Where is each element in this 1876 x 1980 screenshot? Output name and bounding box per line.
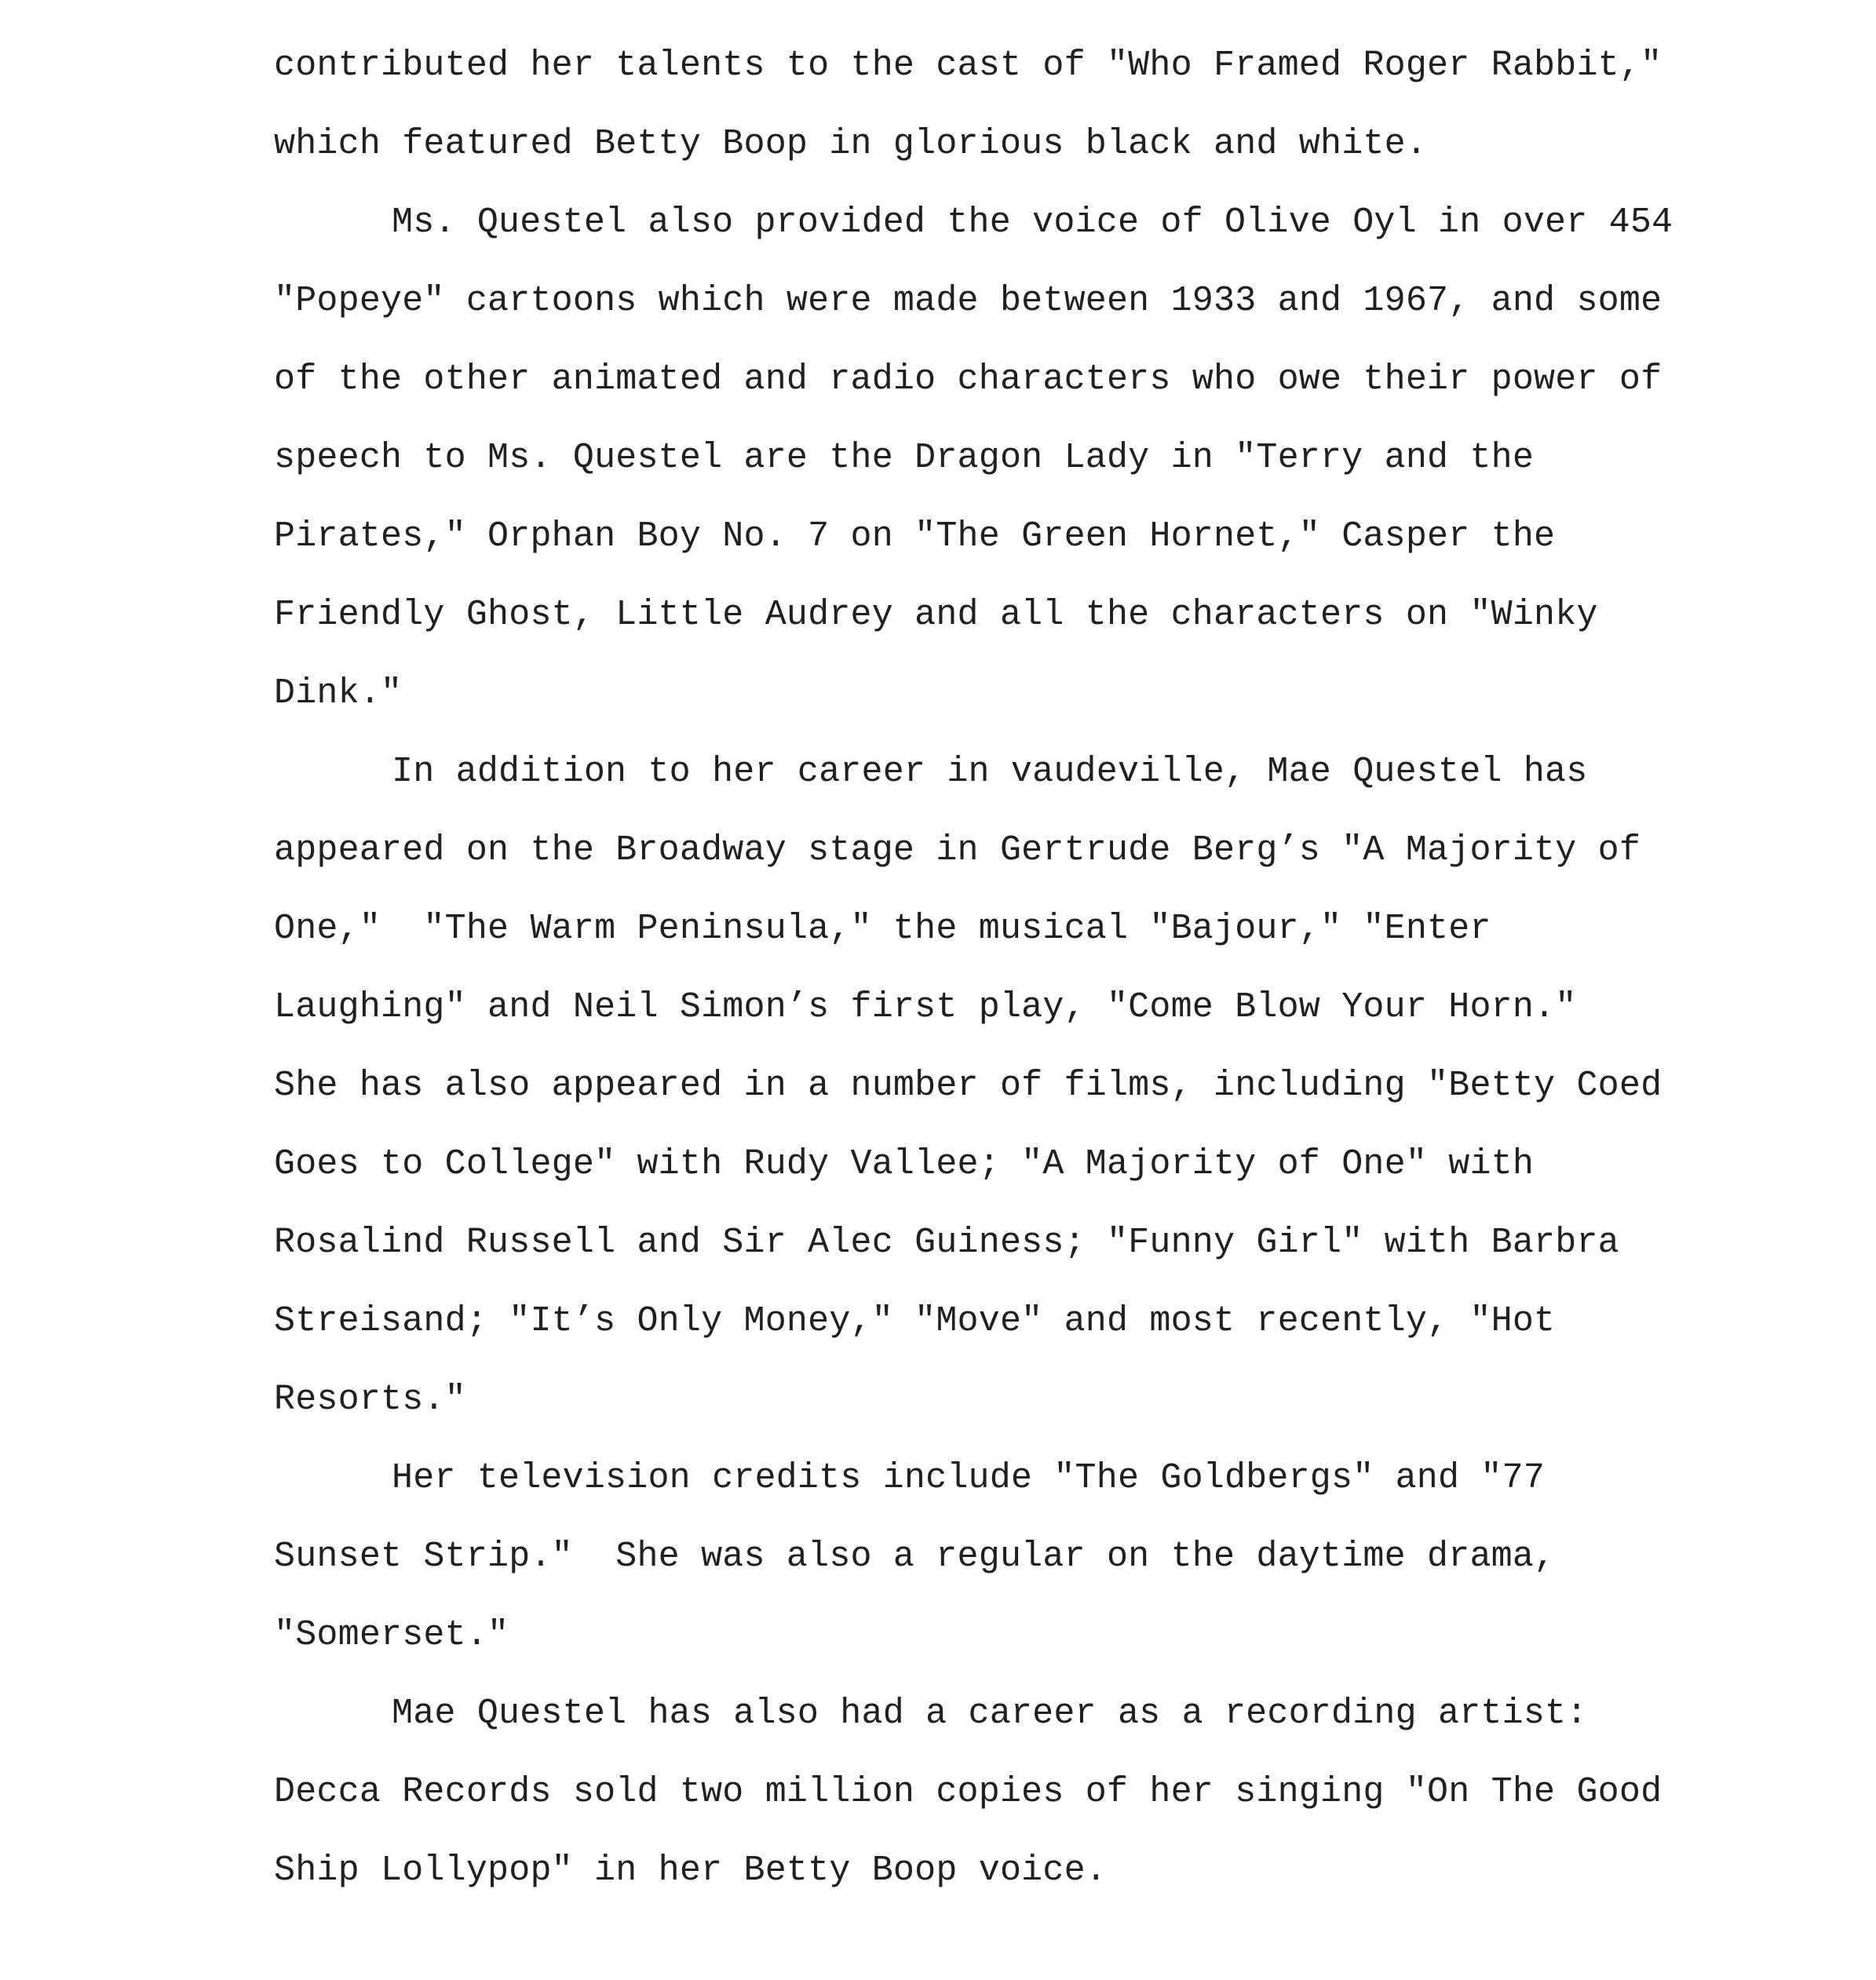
text-line: Pirates," Orphan Boy No. 7 on "The Green Hornet," Casper the	[274, 516, 1556, 556]
text-line: In addition to her career in vaudeville, Mae Questel has	[392, 752, 1588, 792]
text-line: Friendly Ghost, Little Audrey and all the characters on "Winky	[274, 595, 1598, 635]
text-line: Streisand; "It’s Only Money," "Move" and most recently, "Hot	[274, 1301, 1556, 1341]
text-line: Ship Lollypop" in her Betty Boop voice.	[274, 1851, 1107, 1891]
text-line: contributed her talents to the cast of "Who Framed Roger Rabbit,"	[274, 46, 1662, 86]
text-line: Goes to College" with Rudy Vallee; "A Majority of One" with	[274, 1144, 1535, 1184]
text-line: Her television credits include "The Goldbergs" and "77	[392, 1458, 1546, 1498]
text-line: speech to Ms. Questel are the Dragon Lady in "Terry and the	[274, 438, 1535, 478]
text-line: One," "The Warm Peninsula," the musical "Bajour," "Enter	[274, 909, 1491, 949]
text-line: Laughing" and Neil Simon’s first play, "Come Blow Your Horn."	[274, 987, 1577, 1027]
text-line: Decca Records sold two million copies of her singing "On The Good	[274, 1772, 1662, 1812]
text-line: Sunset Strip." She was also a regular on the daytime drama,	[274, 1537, 1556, 1577]
text-line: Dink."	[274, 673, 403, 713]
text-line: Mae Questel has also had a career as a recording artist:	[392, 1694, 1588, 1734]
text-line: Ms. Questel also provided the voice of Olive Oyl in over 454	[392, 202, 1673, 242]
text-line: appeared on the Broadway stage in Gertrude Berg’s "A Majority of	[274, 830, 1641, 870]
text-line: "Somerset."	[274, 1615, 509, 1655]
text-line: Resorts."	[274, 1380, 466, 1420]
text-line: Rosalind Russell and Sir Alec Guiness; "Funny Girl" with Barbra	[274, 1223, 1619, 1263]
text-line: which featured Betty Boop in glorious black and white.	[274, 124, 1428, 164]
text-line: of the other animated and radio characters who owe their power of	[274, 359, 1662, 399]
text-line: She has also appeared in a number of films, including "Betty Coed	[274, 1066, 1662, 1106]
body-text	[274, 27, 1828, 1910]
text-line: "Popeye" cartoons which were made between 1933 and 1967, and some	[274, 281, 1662, 321]
